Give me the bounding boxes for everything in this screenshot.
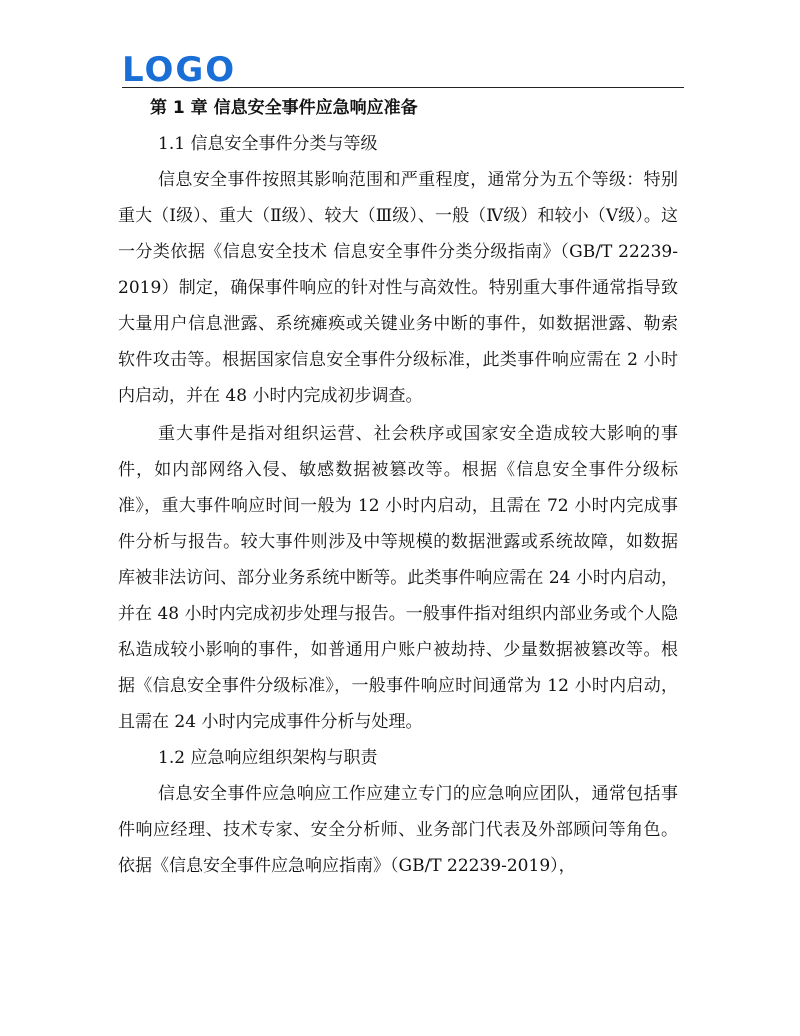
logo: LOGO xyxy=(122,50,237,90)
document-body xyxy=(118,90,678,884)
paragraph: 重大事件是指对组织运营、社会秩序或国家安全造成较大影响的事件，如内部网络入侵、敏感数据被篡改等。根据《信息安全事件分级标准》，重大事件响应时间一般为 12 小时内启动，且需在 72 小时内完成事件分析与报告。较大事件则涉及中等规模的数据泄露或系统故障，如数据库被非法访问、部分业务系统中断等。此类事件响应需在 24 小时内启动，并在 48 小时内完成初步处理与报告。一般事件指对组织内部业务或个人隐私造成较小影响的事件，如普通用户账户被劫持、少量数据被篡改等。根据《信息安全事件分级标准》，一般事件响应时间通常为 12 小时内启动，且需在 24 小时内完成事件分析与处理。 xyxy=(118,424,678,732)
paragraph: 信息安全事件应急响应工作应建立专门的应急响应团队，通常包括事件响应经理、技术专家、安全分析师、业务部门代表及外部顾问等角色。依据《信息安全事件应急响应指南》（GB/T 22239-2019）， xyxy=(118,784,678,876)
section-title-1-2: 1.2 应急响应组织架构与职责 xyxy=(158,748,378,768)
header-divider xyxy=(122,87,684,88)
paragraph: 信息安全事件按照其影响范围和严重程度，通常分为五个等级：特别重大（Ⅰ级）、重大（Ⅱ级）、较大（Ⅲ级）、一般（Ⅳ级）和较小（Ⅴ级）。这一分类依据《信息安全技术 信息安全事件分类分级指南》（GB/T 22239-2019）制定，确保事件响应的针对性与高效性。特别重大事件通常指导致大量用户信息泄露、系统瘫痪或关键业务中断的事件，如数据泄露、勒索软件攻击等。根据国家信息安全事件分级标准，此类事件响应需在 2 小时内启动，并在 48 小时内完成初步调查。 xyxy=(118,170,678,406)
section-title-1-1: 1.1 信息安全事件分类与等级 xyxy=(158,134,378,154)
chapter-title: 第 1 章 信息安全事件应急响应准备 xyxy=(150,98,418,118)
